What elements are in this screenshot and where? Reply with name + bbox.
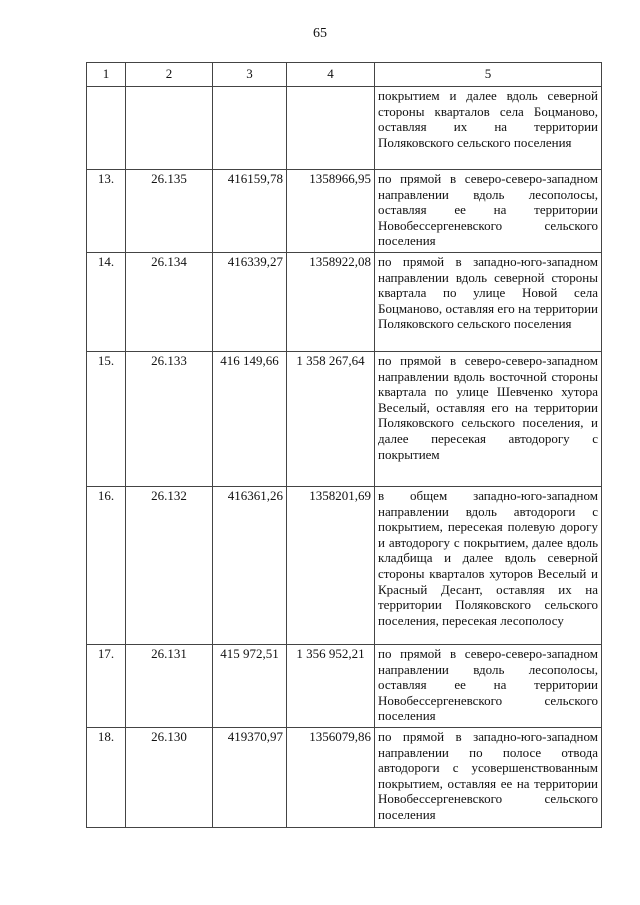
coord-x: [213, 87, 287, 170]
boundary-description: в общем западно-юго-западном направлении вдоль автодороги с покрытием, пересекая полевую дорогу и автодорогу с покрытием, далее вдоль кладбища и далее вдоль северной стороны кварталов хуторов Веселый и Красный Десант, оставляя их на территории Поляковского сельского поселения, пересекая лесополосу: [375, 486, 602, 644]
row-number: 18.: [87, 727, 126, 827]
table-row: [87, 351, 602, 486]
boundary-description: по прямой в западно-юго-западном направлении по полосе отвода автодороги с усовершенствованным покрытием, оставляя ее на территории Новобессергеневского сельского поселения: [375, 727, 602, 827]
header-cell: 1: [87, 63, 126, 87]
coord-y: 1 358 267,64: [287, 351, 375, 486]
row-number: 14.: [87, 252, 126, 351]
row-number: [87, 87, 126, 170]
table-row: [87, 727, 602, 827]
point-id: 26.130: [126, 727, 213, 827]
point-id: 26.132: [126, 486, 213, 644]
boundary-description: покрытием и далее вдоль северной стороны кварталов села Боцманово, оставляя их на территории Поляковского сельского поселения: [375, 87, 602, 170]
header-cell: 2: [126, 63, 213, 87]
point-id: 26.135: [126, 170, 213, 253]
header-cell: 4: [287, 63, 375, 87]
header-row: [87, 63, 602, 87]
boundary-description: по прямой в западно-юго-западном направлении вдоль северной стороны квартала по улице Новой села Боцманово, оставляя его на территории Поляковского сельского поселения: [375, 252, 602, 351]
coord-x: 416361,26: [213, 486, 287, 644]
row-number: 16.: [87, 486, 126, 644]
boundary-description: по прямой в северо-северо-западном направлении вдоль лесополосы, оставляя ее на территории Новобессергеневского сельского поселения: [375, 170, 602, 253]
coord-y: 1 356 952,21: [287, 644, 375, 727]
header-cell: 3: [213, 63, 287, 87]
coord-y: 1358966,95: [287, 170, 375, 253]
coord-x: 416339,27: [213, 252, 287, 351]
coord-x: 416 149,66: [213, 351, 287, 486]
row-number: 15.: [87, 351, 126, 486]
coord-x: 416159,78: [213, 170, 287, 253]
boundary-description: по прямой в северо-северо-западном направлении вдоль лесополосы, оставляя ее на территории Новобессергеневского сельского поселения: [375, 644, 602, 727]
coord-y: 1358201,69: [287, 486, 375, 644]
table-row: [87, 252, 602, 351]
table-row: [87, 87, 602, 170]
coord-x: 419370,97: [213, 727, 287, 827]
page-number: 65: [313, 26, 327, 41]
point-id: 26.131: [126, 644, 213, 727]
coord-y: [287, 87, 375, 170]
header-cell: 5: [375, 63, 602, 87]
row-number: 13.: [87, 170, 126, 253]
point-id: [126, 87, 213, 170]
boundary-description: по прямой в северо-северо-западном направлении вдоль восточной стороны квартала по улице Шевченко хутора Веселый, оставляя его на территории Поляковского сельского поселения, и далее пересекая автодорогу с покрытием: [375, 351, 602, 486]
table-row: [87, 170, 602, 253]
row-number: 17.: [87, 644, 126, 727]
table-row: [87, 644, 602, 727]
point-id: 26.133: [126, 351, 213, 486]
coord-x: 415 972,51: [213, 644, 287, 727]
coord-y: 1358922,08: [287, 252, 375, 351]
boundary-table: [86, 62, 602, 828]
table-row: [87, 486, 602, 644]
point-id: 26.134: [126, 252, 213, 351]
coord-y: 1356079,86: [287, 727, 375, 827]
